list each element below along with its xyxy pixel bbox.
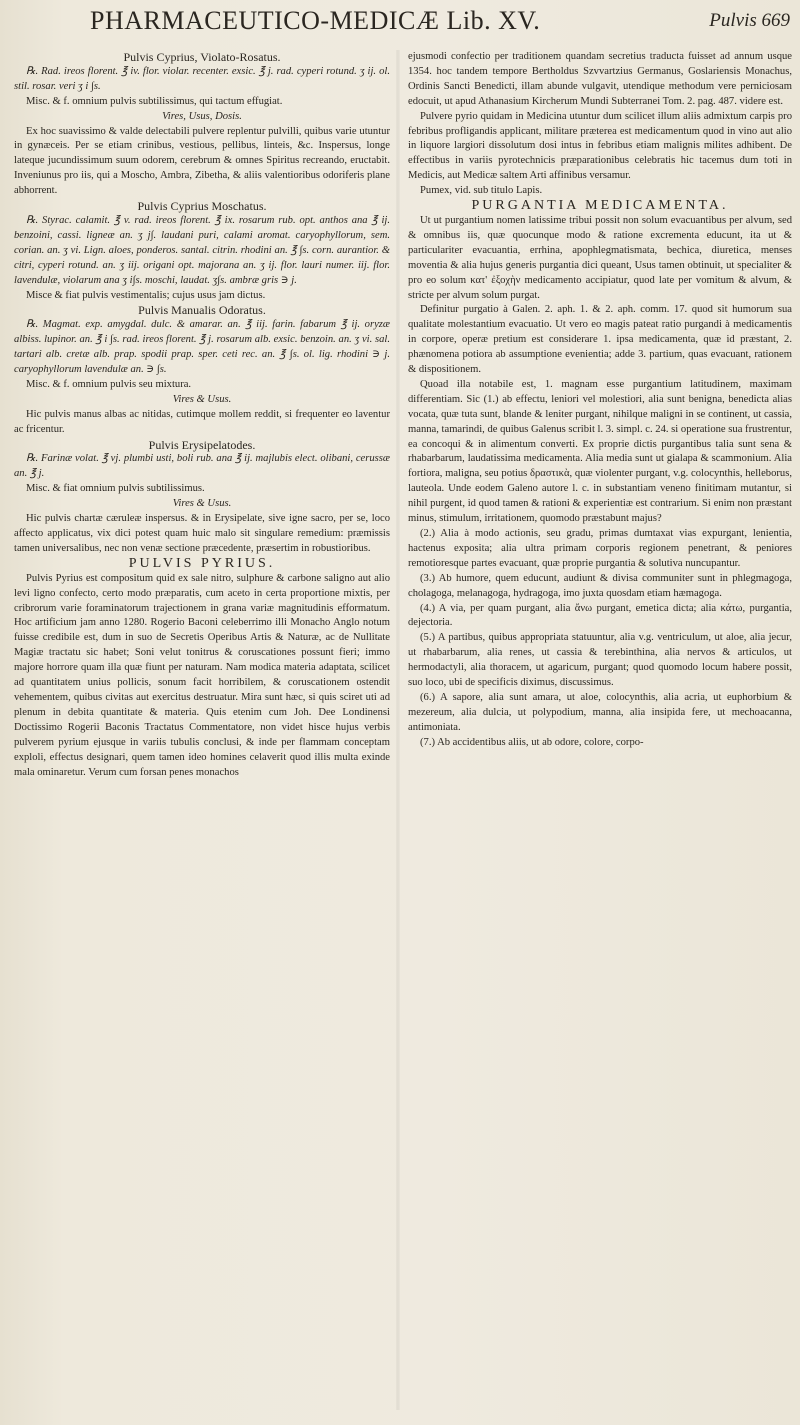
column-gutter [396, 50, 400, 1410]
subheading-vires-usus-dosis: Vires, Usus, Dosis. [162, 110, 242, 122]
paragraph-purgantia-6: (6.) A sapore, alia sunt amara, ut aloe, colocynthis, alia acria, ut euphorbium & mezereum, alia dulcia, ut polypodium, manna, alia insipida fere, ut mechoacanna, antimoniata. [408, 691, 792, 733]
heading-pulvis-erysipelatodes: Pulvis Erysipelatodes. [148, 437, 256, 452]
paragraph-purgantia-5: (5.) A partibus, quibus appropriata statuuntur, alia v.g. ventriculum, ut aloe, alia jecur, ut rhabarbarum, alia renes, ut cassia & terebinthina, alia nervos & articulos, ut hermodactyli, alia thoracem, ut agaricum, purgant; quod quomodo locum habere possit, suo loco, ubi de specificis diximus, discussimus. [408, 632, 792, 689]
subheading-vires-usus-3: Vires & Usus. [172, 498, 232, 510]
paragraph-purgantia-3: (3.) Ab humore, quem educunt, audiunt & divisa communiter sunt in phlegmagoga, cholagoga, melanagoga, hydragoga, imo juxta quosdam etiam hæmagoga. [408, 572, 792, 599]
heading-pulvis-pyrius: PULVIS PYRIUS. [128, 555, 276, 571]
page-number-value: 669 [761, 10, 790, 31]
paragraph-pulvis-pyrius: Pulvis Pyrius est compositum quid ex sale nitro, sulphure & carbone saligno aut alio levi ligno confecto, certo modo præparatis, cum aceto in certa proportione mixtis, per cribrorum varie foraminatorum trajectionem in grana variæ magnitudinis efformatum. Hoc artificium jam anno 1280. Rogerio Baconi celeberrimo illi Monacho Anglo notum fuisse credibile est, dum in suo de Secretis Operibus Artis & Naturæ, ac de Nullitate Magiæ tractatu sic habet; Soni velut tonitrus & coruscationes possunt fieri; immo majore horrore quam illa quæ fiunt per naturam. Nam modica materia adaptata, scilicet ad quantitatem unius pollicis, sonum facit horribilem, & coruscationem ostendit vehementem, quibus civitas aut exercitus destruatur. Mira sunt hæc, si quis sciret uti ad plenum in debita quantitate & materia. Quis etenim cum Joh. Dee Londinensi Doctissimo Rogerii Baconis Tractatus Commentatore, non videt hisce hujus verbis pulverem pyrium ejusque in variis tubulis conclusi, & inde per flammam conceptam exploli, effectus designari, quem tamen ideo homines celaverit quod illis multa exinde mala ominaretur. Verum cum forsan penes monachos [14, 572, 390, 778]
paragraph-erysipelatodes-vires: Hic pulvis chartæ cæruleæ inspersus. & in Erysipelate, sive igne sacro, per se, loco affecto applicatus, vix dici potest quam huic malo sit singulare remedium: præmissis tamen universalibus, nec non venæ sectione præcedente, præsertim in robustioribus. [14, 513, 390, 554]
right-column [408, 50, 792, 1415]
cross-reference-pumex: Pumex, vid. sub titulo Lapis. [420, 185, 543, 197]
paragraph-purgantia-7: (7.) Ab accidentibus aliis, ut ab odore, colore, corpo- [420, 736, 644, 748]
heading-purgantia: PURGANTIA MEDICAMENTA. [471, 198, 729, 214]
paragraph-purgantia-definitio: Definitur purgatio à Galen. 2. aph. 1. & 2. aph. comm. 17. quod sit humorum sua qualitate molestantium evacuatio. Ut vero eo magis pateat ratio purgandi à medicamentis in corpore, operæ pretium est considerare 1. ipsa medicamenta, quæ id præstant, 2. phænomena potiora ab assumptione evenientia; adde 3. partium, quas evacuant, rationem & dispositionem. [408, 304, 792, 376]
paragraph-purgantia-latitudo: Quoad illa notabile est, 1. magnam esse purgantium latitudinem, maximam differentiam. Sic (1.) ab effectu, leniori vel molestiori, alia sunt benigna, benedicta alias vocata, quæ tuta sunt, blande & leniter purgant, nihilque maligni in se continent, ut cassia, manna, tamarindi, de quibus Galenus scribit l. 3. simpl. c. 24. si operatione sua frustrentur, ea concoqui & in alimentum converti. Ex proprie dictis purgantibus talia sunt sena & rhabarbarum, laudatissima medicamenta. Alia media sunt ut gialapa & scammonium. Alia fortiora, maligna, seu potius δραστικὰ, quæ violenter purgant, v.g. colocynthis, helleborus, lauteola. Unde eodem Galeno autore l. c. in substantiam veneno finitimam mutantur, si nihil purgent, id quod tamen & rationi & experientiæ est contrarium. Si enim non præstant minus, stimulum, irritationem, quomodo præstabunt majus? [408, 378, 792, 525]
heading-pulvis-cyprius: Pulvis Cyprius, Violato-Rosatus. [123, 50, 281, 64]
misce-cyprius: Misc. & f. omnium pulvis subtilissimus, qui tactum effugiat. [26, 95, 283, 107]
heading-pulvis-moschatus: Pulvis Cyprius Moschatus. [137, 199, 267, 214]
misce-erysipelatodes: Misc. & fiat omnium pulvis subtilissimus. [26, 483, 205, 495]
paragraph-purgantia-intro: Ut ut purgantium nomen latissime tribui possit non solum evacuantibus per alvum, sed & omnibus iis, quæ quocunque modo & ratione excrementa educunt, ita ut & particulariter evacuantia, errhina, apophlegmatismata, bechica, diuretica, menses moventia & alia hujus generis purgantia dici queant, Usus tamen obtinuit, ut specialiter & pro eo solum κατ' ἐξοχὴν medicamento accipiatur, quod late per vomitum & alvum, & stricte per alvum solum purgat. [408, 214, 792, 301]
recipe-cyprius: ℞. Rad. ireos florent. ℥ iv. flor. violar. recenter. exsic. ℥ j. rad. cyperi rotund. ʒ ij. ol. stil. rosar. veri ʒ i ∫s. [14, 65, 390, 92]
page-number [709, 10, 790, 32]
recipe-moschatus: ℞. Styrac. calamit. ℥ v. rad. ireos florent. ℥ ix. rosarum rub. opt. anthos ana ℥ ij. benzoini, cassi. ligneæ an. ʒ j∫. laudani puri, calami aromat. caryophyllorum, sem. corian. an. ʒ vi. Lign. aloes, ponderos. santal. citrin. rhodini an. ℥ ∫s. corn. aurantior. & citri, cyperi rotund. an. ʒ iij. origani opt. majorana an. ʒ ij. flor. lauri numer. iij. flor. lavendulæ, violarum ana ʒ i∫s. moschi, laudat. ʒ∫s. ambræ gris ∋ j. [14, 214, 390, 286]
paragraph-pyrius-medicina: Pulvere pyrio quidam in Medicina utuntur dum scilicet illum aliis admixtum carpis pro febribus profligandis applicant, militare præterea est medicamentum quod in vino aut alio in liquore largiori dissolutum dosi intus in febribus etiam malignis milites adhibent. De effectibus in variis pyrotechnicis præparationibus celebratis hic tacemus dum toti in Medicis, aut Medicæ saltem Arti affinibus versamur. [408, 110, 792, 182]
paragraph-purgantia-4: (4.) A via, per quam purgant, alia ἄνω purgant, emetica dicta; alia κάτω, purgantia, dejectoria. [408, 602, 792, 629]
paragraph-purgantia-2: (2.) Alia à modo actionis, seu gradu, primas dumtaxat vias expurgant, lenientia, hactenus exposita; alia ultra primam corporis regionem penetrant, & peniores remotioresque partes evacuant, quæ proprie purgantia & solutiva nuncupantur. [408, 528, 792, 569]
running-title: PHARMACEUTICO-MEDICÆ Lib. XV. [90, 6, 541, 35]
misce-moschatus: Misce & fiat pulvis vestimentalis; cujus usus jam dictus. [26, 289, 266, 301]
subheading-vires-usus-2: Vires & Usus. [172, 393, 232, 405]
heading-pulvis-manualis: Pulvis Manualis Odoratus. [138, 303, 266, 318]
section-word: Pulvis [709, 10, 757, 31]
left-column [14, 50, 390, 1415]
recipe-manualis: ℞. Magmat. exp. amygdal. dulc. & amarar. an. ℥ iij. farin. fabarum ℥ ij. oryzæ albiss. lupinor. an. ℥ i ∫s. rad. ireos florent. ℥ j. rosarum alb. exsic. benzoin. an. ʒ vi. sal. tartari alb. cretæ alb. prap. spodii prap. sper. ceti rec. an. ℥ ∫s. ol. lig. rhodini ∋ j. caryophyllorum lavendulæ an. ∋ ∫s. [14, 319, 390, 376]
recipe-erysipelatodes: ℞. Farinæ volat. ℥ vj. plumbi usti, boli rub. ana ℥ ij. majlubis elect. olibani, cerussæ an. ℥ j. [14, 453, 390, 480]
paragraph-cyprius-vires: Ex hoc suavissimo & valde delectabili pulvere replentur pulvilli, quibus varie utuntur in gynæceis. Per se etiam crinibus, vestious, pellibus, linteis, &c. Inspersus, longe lateque jucundissimum suum odorem, cerebrum & omnes Spiritus recreando, eructabit. Inveniunus pro iis, qui a Moscho, Ambra, Zibetha, & aliis valentioribus odoriferis plane abhorrent. [14, 125, 390, 197]
misce-manualis: Misc. & f. omnium pulvis seu mixtura. [26, 378, 192, 390]
paragraph-pyrius-continued: ejusmodi confectio per traditionem quandam secretius traducta fuisset ad annum usque 1354. hoc tandem tempore Bertholdus Szvvartzius Germanus, Goslariensis Monachus, Ordinis Sancti Benedicti, illam abunde vulgavit, utendique methodum vere perniciosam edocuit, ut apud Athanasium Kircherum Mundi Subterranei Tom. 2. pag. 487. videre est. [408, 51, 792, 107]
running-head [0, 4, 800, 44]
paragraph-manualis-vires: Hic pulvis manus albas ac nitidas, cutimque mollem reddit, si frequenter eo laventur ac fricentur. [14, 408, 390, 435]
